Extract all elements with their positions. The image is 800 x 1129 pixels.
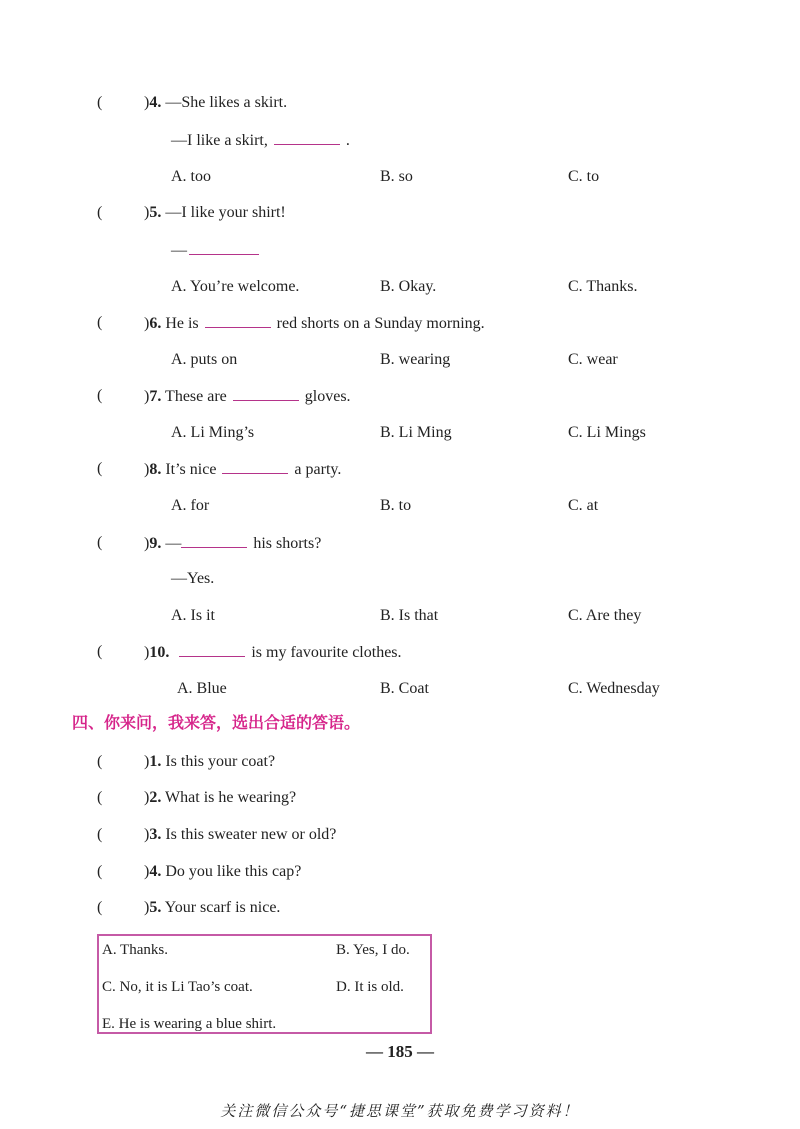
- option-a: A. too: [171, 168, 211, 185]
- answer-paren-open: (: [97, 387, 103, 404]
- answer-blank[interactable]: [205, 313, 271, 328]
- question-line2: —: [171, 242, 187, 259]
- option-a: A. Blue: [177, 680, 227, 697]
- answer-paren-open: (: [97, 534, 103, 551]
- question-number: 6: [149, 315, 158, 332]
- question-number: 4: [149, 863, 158, 880]
- answer-option-b: B. Yes, I do.: [336, 942, 410, 958]
- answer-paren-open: (: [97, 863, 103, 880]
- answer-paren-open: (: [97, 94, 103, 111]
- option-c: C. to: [568, 168, 600, 185]
- question-number: 1: [149, 753, 158, 770]
- answer-option-a: A. Thanks.: [102, 942, 168, 958]
- answer-blank[interactable]: [181, 533, 247, 548]
- question-number: 2: [149, 789, 158, 806]
- answer-blank[interactable]: [189, 240, 259, 255]
- question-number: 8: [149, 461, 158, 478]
- question-text: —I like your shirt!: [165, 204, 286, 221]
- answer-option-e: E. He is wearing a blue shirt.: [102, 1016, 277, 1032]
- section-title: 四、你来问，我来答，选出合适的答语。: [72, 713, 361, 732]
- answer-paren-close: ): [144, 94, 150, 111]
- answer-paren-open: (: [97, 789, 103, 806]
- page-number: — 185 —: [366, 1042, 434, 1061]
- answer-paren-open: (: [97, 753, 103, 770]
- option-a: A. for: [171, 497, 210, 514]
- answer-blank[interactable]: [222, 459, 288, 474]
- answer-blank[interactable]: [274, 130, 340, 145]
- option-b: B. Coat: [380, 680, 429, 697]
- option-a: A. Li Ming’s: [171, 424, 255, 441]
- option-b: B. Okay.: [380, 278, 437, 295]
- answer-options-box: [97, 934, 432, 1034]
- question-number: 7: [149, 388, 158, 405]
- answer-paren-open: (: [97, 826, 103, 843]
- question-text: Is this your coat?: [165, 753, 276, 770]
- question-number: 4: [149, 94, 158, 111]
- question-number: 5: [149, 204, 158, 221]
- option-b: B. so: [380, 168, 413, 185]
- question-text: Is this sweater new or old?: [165, 826, 337, 843]
- question-number: 9: [149, 535, 158, 552]
- question-text: Your scarf is nice.: [164, 899, 281, 916]
- option-c: C. Are they: [568, 607, 642, 624]
- option-c: C. at: [568, 497, 599, 514]
- answer-option-d: D. It is old.: [336, 979, 404, 995]
- option-c: C. Thanks.: [568, 278, 638, 295]
- answer-option-c: C. No, it is Li Tao’s coat.: [102, 979, 253, 995]
- option-a: A. You’re welcome.: [171, 278, 300, 295]
- answer-blank[interactable]: [179, 642, 245, 657]
- footer-note: 关注微信公众号“捷思课堂”获取免费学习资料！: [220, 1102, 580, 1120]
- question-number: 10: [149, 644, 166, 661]
- question-text: Do you like this cap?: [165, 863, 302, 880]
- question-text: —She likes a skirt.: [165, 94, 288, 111]
- question-line2: —Yes.: [171, 570, 215, 587]
- answer-blank[interactable]: [233, 386, 299, 401]
- question-number: 3: [149, 826, 158, 843]
- answer-paren-open: (: [97, 314, 103, 331]
- question-line2: —I like a skirt,: [171, 132, 268, 149]
- option-c: C. Wednesday: [568, 680, 660, 697]
- answer-paren-open: (: [97, 460, 103, 477]
- option-b: B. to: [380, 497, 412, 514]
- answer-paren-open: (: [97, 899, 103, 916]
- answer-paren-open: (: [97, 643, 103, 660]
- option-a: A. puts on: [171, 351, 238, 368]
- option-b: B. Li Ming: [380, 424, 452, 441]
- option-b: B. Is that: [380, 607, 439, 624]
- option-c: C. wear: [568, 351, 618, 368]
- option-b: B. wearing: [380, 351, 451, 368]
- option-c: C. Li Mings: [568, 424, 646, 441]
- question-text: What is he wearing?: [165, 789, 297, 806]
- option-a: A. Is it: [171, 607, 215, 624]
- question-number: 5: [149, 899, 158, 916]
- answer-paren-open: (: [97, 204, 103, 221]
